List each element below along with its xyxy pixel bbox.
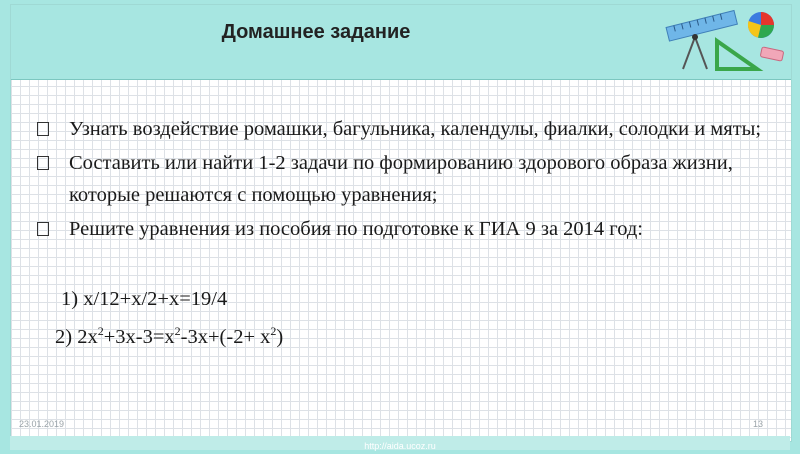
task-text: Составить или найти 1-2 задачи по формированию здорового образа жизни, которые решаются с помощью уравнения; xyxy=(69,152,733,206)
title-band xyxy=(11,5,791,79)
footer-bar xyxy=(10,436,790,450)
list-item xyxy=(31,113,771,145)
title-separator xyxy=(11,79,791,80)
bullet-box-icon xyxy=(37,122,49,136)
task-text: Решите уравнения из пособия по подготовке к ГИА 9 за 2014 год: xyxy=(69,218,643,240)
bullet-box-icon xyxy=(37,222,49,236)
slide xyxy=(10,4,792,442)
equation-2: 2) $2x^2+3x-3=x^2-3x+(-2+ x^2)$ xyxy=(55,324,284,348)
task-text: Узнать воздействие ромашки, багульника, календулы, фиалки, солодки и мяты; xyxy=(69,118,762,140)
footer-url: http://aida.ucoz.ru xyxy=(364,441,436,451)
geometry-tools-icon xyxy=(661,7,791,75)
slide-title: Домашнее задание xyxy=(221,21,411,43)
list-item xyxy=(31,147,771,211)
equation-1: 1) x/12+x/2+x=19/4 xyxy=(61,288,228,310)
page-number: 13 xyxy=(753,419,764,429)
task-list xyxy=(31,113,771,247)
list-item xyxy=(31,213,771,245)
footer-date: 23.01.2019 xyxy=(19,419,65,429)
bullet-box-icon xyxy=(37,156,49,170)
